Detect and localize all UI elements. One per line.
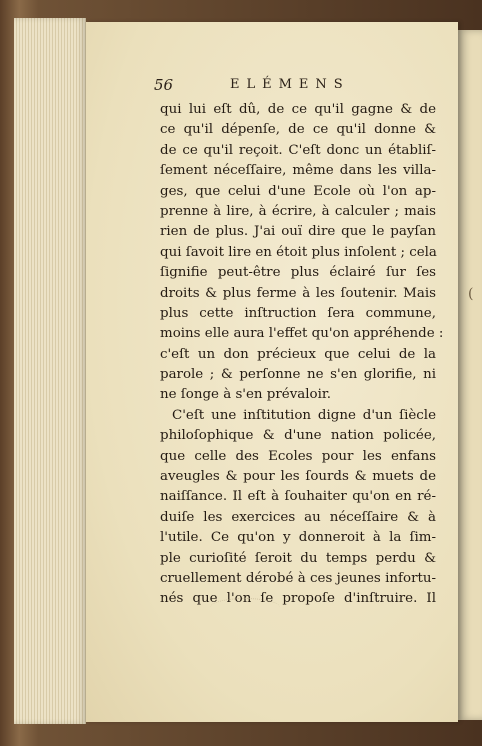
text-line: moins elle aura l'effet qu'on appréhende : [160,326,444,342]
margin-mark: ( [468,286,474,302]
text-line: ne ſonge à s'en prévaloir. [160,387,332,403]
page-edges-left [14,18,86,724]
text-line: plus cette inſtruction ſera commune, [160,305,436,321]
text-line: ſement néceſſaire, même dans les villa- [160,163,436,179]
text-line: ce qu'il dépenſe, de ce qu'il donne & [160,122,436,138]
text-line: prenne à lire, à écrire, à calculer ; mais [160,203,436,219]
text-line: que celle des Ecoles pour les enfans [160,448,436,464]
page-header [154,76,424,96]
page-smudge [210,598,280,617]
facing-page-edge [458,30,482,720]
text-line: naiſſance. Il eſt à ſouhaiter qu'on en ré- [160,489,436,505]
body-text [160,100,444,610]
text-line: de ce qu'il reçoit. C'eſt donc un établiſ- [160,142,436,158]
text-line: rien de plus. J'ai ouï dire que le payſan [160,224,436,240]
text-line: C'eſt une inſtitution digne d'un ſiècle [172,407,436,423]
text-line: philoſophique & d'une nation policée, [160,428,436,444]
text-line: cruellement dérobé à ces jeunes infortu- [160,570,436,586]
text-line: ple curioſité ſeroit du temps perdu & [160,550,436,566]
running-head: ELÉMENS [230,77,350,92]
text-line: parole ; & perſonne ne s'en glorifie, ni [160,367,436,383]
text-line: l'utile. Ce qu'on y donneroit à la ſim- [160,530,436,546]
text-line: droits & plus ferme à les ſoutenir. Mais [160,285,436,301]
text-line: ſignifie peut-être plus éclairé ſur ſes [160,265,436,281]
text-line: ges, que celui d'une Ecole où l'on ap- [160,183,436,199]
page-number: 56 [154,76,174,94]
text-line: qui ſavoit lire en étoit plus inſolent ; cela [160,244,437,260]
text-line: nés que l'on ſe propoſe d'inſtruire. Il [160,591,436,607]
text-line: duiſe les exercices au néceſſaire & à [160,509,436,525]
text-line: aveugles & pour les ſourds & muets de [160,469,436,485]
text-line: qui lui eſt dû, de ce qu'il gagne & de [160,102,436,117]
text-line: c'eſt un don précieux que celui de la [160,346,436,362]
